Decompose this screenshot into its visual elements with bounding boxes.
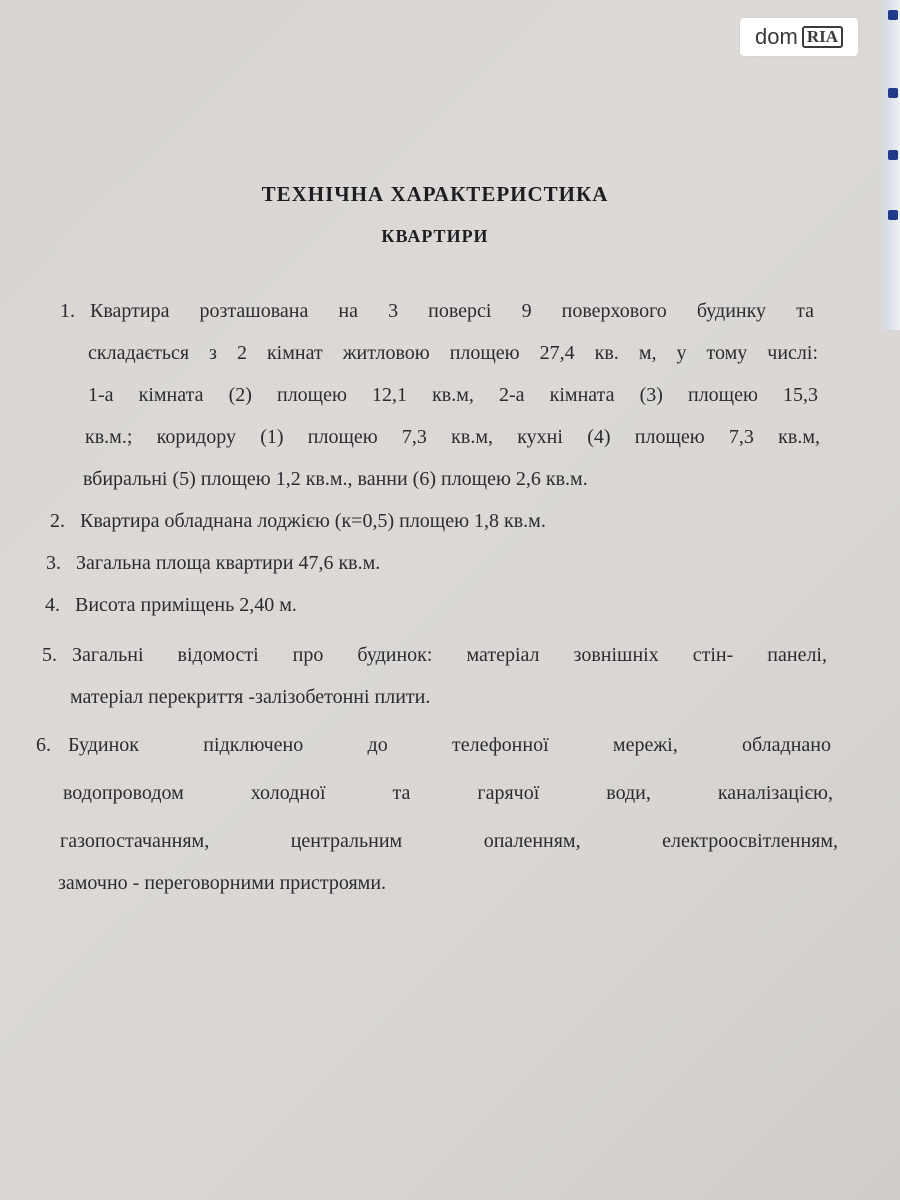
- item-text-line: водопроводом холодної та гарячої води, каналізацією,: [63, 782, 833, 804]
- edge-mark: [888, 150, 898, 160]
- item-text-line: замочно - переговорними пристроями.: [58, 872, 387, 894]
- item-number: 1.: [60, 300, 75, 322]
- item-text-line: Квартира обладнана лоджією (к=0,5) площею 1,8 кв.м.: [80, 510, 546, 532]
- domria-watermark: [740, 18, 858, 56]
- item-text-line: матеріал перекриття -залізобетонні плити.: [70, 686, 431, 708]
- item-number: 6.: [36, 734, 51, 756]
- item-number: 2.: [50, 510, 65, 532]
- item-text-line: вбиральні (5) площею 1,2 кв.м., ванни (6) площею 2,6 кв.м.: [83, 468, 588, 490]
- edge-mark: [888, 88, 898, 98]
- watermark-brand-dom: dom: [755, 24, 798, 49]
- edge-mark: [888, 210, 898, 220]
- item-text-line: газопостачанням, центральним опаленням, електроосвітленням,: [60, 830, 838, 852]
- item-text-line: Квартира розташована на 3 поверсі 9 поверхового будинку та: [90, 300, 814, 322]
- item-number: 4.: [45, 594, 60, 616]
- item-number: 5.: [42, 644, 57, 666]
- item-text-line: Загальна площа квартири 47,6 кв.м.: [76, 552, 381, 574]
- document-title: ТЕХНІЧНА ХАРАКТЕРИСТИКА: [261, 182, 609, 206]
- item-text-line: Будинок підключено до телефонної мережі, обладнано: [68, 734, 831, 756]
- page-edge: [878, 0, 900, 330]
- edge-mark: [888, 10, 898, 20]
- item-number: 3.: [46, 552, 61, 574]
- item-text-line: складається з 2 кімнат житловою площею 27,4 кв. м, у тому числі:: [88, 342, 818, 364]
- watermark-brand-ria: RIA: [802, 26, 843, 48]
- item-text-line: кв.м.; коридору (1) площею 7,3 кв.м, кухні (4) площею 7,3 кв.м,: [85, 426, 820, 448]
- item-text-line: 1-а кімната (2) площею 12,1 кв.м, 2-а кімната (3) площею 15,3: [88, 384, 818, 406]
- item-text-line: Загальні відомості про будинок: матеріал зовнішніх стін- панелі,: [72, 644, 827, 666]
- item-text-line: Висота приміщень 2,40 м.: [75, 594, 297, 616]
- document-subtitle: КВАРТИРИ: [381, 226, 489, 246]
